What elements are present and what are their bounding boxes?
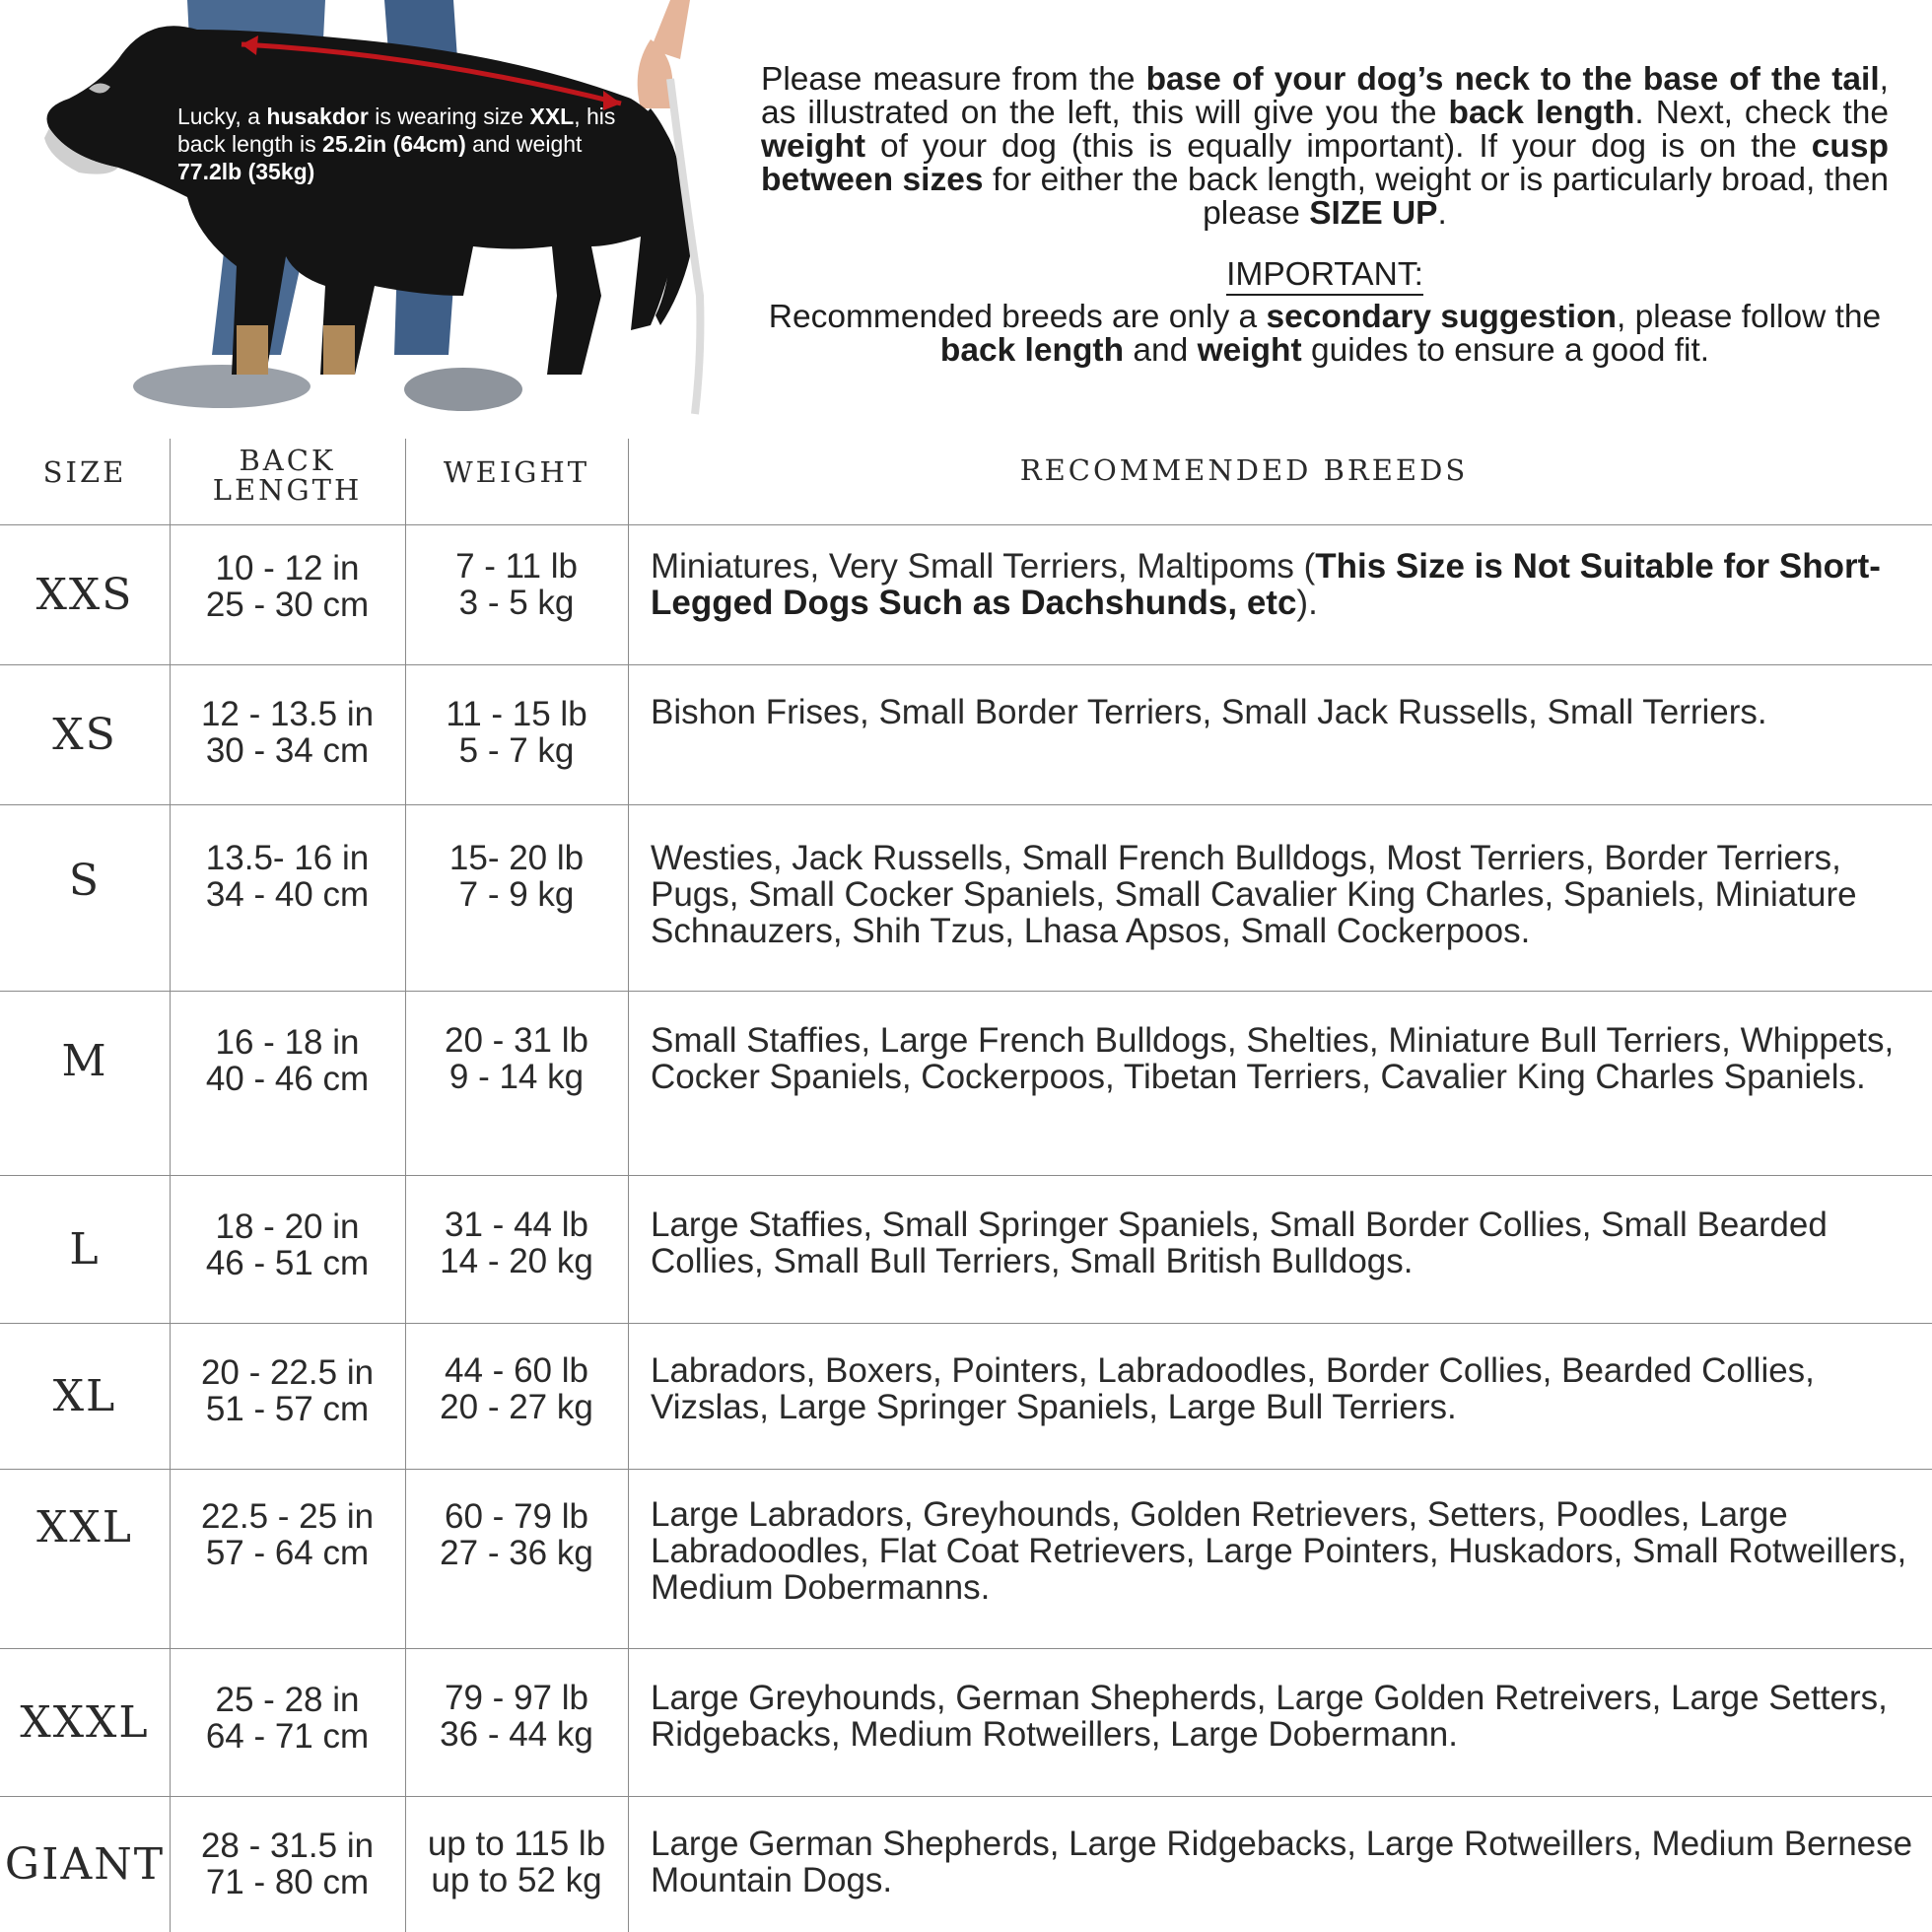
back-length-in: 16 - 18 in: [215, 1023, 360, 1062]
back-length-in: 28 - 31.5 in: [200, 1827, 375, 1865]
table-row: [0, 524, 1932, 664]
photo-caption: [177, 103, 631, 185]
caption-part: 25.2in (64cm): [322, 131, 466, 157]
caption-part: Lucky, a: [177, 104, 267, 129]
weight-lb: 44 - 60 lb: [445, 1351, 588, 1390]
weight-kg: 9 - 14 kg: [448, 1058, 585, 1096]
measurement-instructions: Please measure from the base of your dog’s neck to the base of the tail, as illustrated on the left, this will give you the back length. Next, check the weight of your dog (this is equally important). If your dog is on the cusp between sizes for either the back length, weight or is particularly broad, then please SIZE UP.: [761, 61, 1890, 232]
back-length-cell: [170, 1498, 405, 1571]
weight-cell: [405, 696, 628, 769]
weight-kg: 7 - 9 kg: [458, 875, 575, 914]
back-length-cell: [170, 1024, 405, 1097]
size-label: XXXL: [20, 1696, 150, 1748]
weight-cell: [405, 548, 628, 621]
breeds-cell: Large German Shepherds, Large Ridgebacks, Large Rotweillers, Medium Bernese Mountain Dogs.: [651, 1825, 1913, 1899]
dog-illustration: [0, 0, 749, 453]
table-row: [0, 1323, 1932, 1469]
header-breeds: RECOMMENDED BREEDS: [1019, 453, 1469, 487]
back-length-cell: [170, 1354, 405, 1427]
back-length-cm: 30 - 34 cm: [205, 731, 370, 770]
back-length-in: 18 - 20 in: [215, 1208, 360, 1246]
back-length-cm: 71 - 80 cm: [205, 1863, 370, 1901]
back-length-in: 22.5 - 25 in: [200, 1497, 375, 1536]
table-row: [0, 1648, 1932, 1796]
important-note: Recommended breeds are only a secondary suggestion, please follow the back length and weight guides to ensure a good fit.: [768, 299, 1882, 369]
weight-lb: 60 - 79 lb: [445, 1497, 588, 1536]
breeds-cell: Westies, Jack Russells, Small French Bulldogs, Most Terriers, Border Terriers, Pugs, Small Cocker Spaniels, Small Cavalier King Charles, Spaniels, Miniature Schnauzers, Shih Tzus, Lhasa Apsos, Small Cockerpoos.: [651, 839, 1857, 950]
back-length-in: 10 - 12 in: [215, 549, 360, 587]
back-length-cell: [170, 1682, 405, 1755]
size-label: L: [69, 1223, 101, 1275]
back-length-cm: 57 - 64 cm: [205, 1534, 370, 1572]
size-label: XXS: [35, 569, 134, 620]
breeds-cell: Small Staffies, Large French Bulldogs, Shelties, Miniature Bull Terriers, Whippets, Cocker Spaniels, Cockerpoos, Tibetan Terriers, Cavalier King Charles Spaniels.: [651, 1021, 1895, 1096]
dog-measuring-photo: [0, 0, 749, 453]
table-row: [0, 804, 1932, 991]
breeds-cell: Large Staffies, Small Springer Spaniels, Small Border Collies, Small Bearded Collies, Small Bull Terriers, Small British Bulldogs.: [651, 1206, 1828, 1280]
back-length-cell: [170, 1208, 405, 1281]
breeds-cell: Large Labradors, Greyhounds, Golden Retrievers, Setters, Poodles, Large Labradoodles, Flat Coat Retrievers, Large Pointers, Huskadors, Small Rotweillers, Medium Dobermanns.: [651, 1495, 1907, 1607]
size-label: XXL: [36, 1502, 133, 1552]
weight-lb: 15- 20 lb: [448, 839, 585, 877]
back-length-cm: 64 - 71 cm: [205, 1717, 370, 1756]
table-row: [0, 1175, 1932, 1323]
caption-part: and weight: [465, 131, 583, 157]
caption-part: , his back length is: [177, 104, 616, 157]
table-row: [0, 1796, 1932, 1932]
caption-part: husakdor: [266, 104, 369, 129]
table-row: [0, 1469, 1932, 1648]
weight-cell: [405, 840, 628, 913]
back-length-cm: 34 - 40 cm: [205, 875, 370, 914]
weight-kg: 36 - 44 kg: [440, 1715, 593, 1754]
weight-cell: [405, 1352, 628, 1425]
weight-cell: [405, 1022, 628, 1095]
important-heading: IMPORTANT:: [1226, 258, 1423, 296]
weight-cell: [405, 1207, 628, 1279]
header-weight: WEIGHT: [443, 455, 590, 489]
weight-lb: up to 115 lb: [427, 1825, 606, 1863]
back-length-in: 25 - 28 in: [215, 1681, 360, 1719]
important-heading-wrap: [761, 258, 1889, 296]
back-length-in: 13.5- 16 in: [205, 839, 370, 877]
weight-lb: 31 - 44 lb: [445, 1206, 588, 1244]
back-length-cm: 25 - 30 cm: [205, 586, 370, 624]
size-label: GIANT: [4, 1838, 166, 1890]
size-label: M: [61, 1036, 108, 1086]
caption-part: XXL: [529, 104, 575, 129]
breeds-cell: Bishon Frises, Small Border Terriers, Small Jack Russells, Small Terriers.: [651, 693, 1767, 731]
back-length-cell: [170, 550, 405, 623]
weight-lb: 79 - 97 lb: [445, 1679, 588, 1717]
header-size: SIZE: [42, 455, 127, 489]
weight-kg: 20 - 27 kg: [440, 1388, 593, 1426]
weight-cell: [405, 1826, 628, 1898]
weight-kg: 27 - 36 kg: [440, 1534, 593, 1572]
header-back-length-line2: LENGTH: [212, 473, 363, 507]
size-label: S: [68, 856, 102, 906]
table-row: [0, 991, 1932, 1175]
weight-lb: 11 - 15 lb: [446, 695, 587, 733]
breeds-cell: Miniatures, Very Small Terriers, Maltipoms (This Size is Not Suitable for Short-Legged Dogs Such as Dachshunds, etc).: [651, 547, 1881, 622]
caption-part: is wearing size: [368, 104, 530, 129]
breeds-cell: Large Greyhounds, German Shepherds, Large Golden Retreivers, Large Setters, Ridgebacks, Medium Rotweillers, Large Dobermann.: [651, 1679, 1888, 1754]
back-length-cm: 40 - 46 cm: [205, 1060, 370, 1098]
size-label: XS: [52, 709, 117, 760]
breeds-cell: Labradors, Boxers, Pointers, Labradoodles, Border Collies, Bearded Collies, Vizslas, Large Springer Spaniels, Large Bull Terriers.: [651, 1351, 1815, 1426]
header-back-length-line1: BACK: [239, 444, 336, 477]
weight-kg: up to 52 kg: [431, 1861, 602, 1899]
back-length-cell: [170, 1828, 405, 1900]
weight-lb: 20 - 31 lb: [445, 1021, 588, 1060]
back-length-in: 20 - 22.5 in: [200, 1353, 375, 1392]
weight-cell: [405, 1680, 628, 1753]
weight-kg: 5 - 7 kg: [458, 731, 575, 770]
table-row: [0, 664, 1932, 804]
back-length-cell: [170, 840, 405, 913]
back-length-in: 12 - 13.5 in: [200, 695, 375, 733]
header-back-length: [170, 446, 405, 505]
size-label: XL: [52, 1370, 117, 1421]
back-length-cm: 46 - 51 cm: [205, 1244, 370, 1282]
back-length-cell: [170, 696, 405, 769]
caption-part: 77.2lb (35kg): [177, 159, 315, 184]
back-length-cm: 51 - 57 cm: [205, 1390, 370, 1428]
weight-cell: [405, 1498, 628, 1571]
weight-kg: 3 - 5 kg: [458, 584, 575, 622]
weight-kg: 14 - 20 kg: [440, 1242, 593, 1280]
weight-lb: 7 - 11 lb: [455, 547, 578, 586]
